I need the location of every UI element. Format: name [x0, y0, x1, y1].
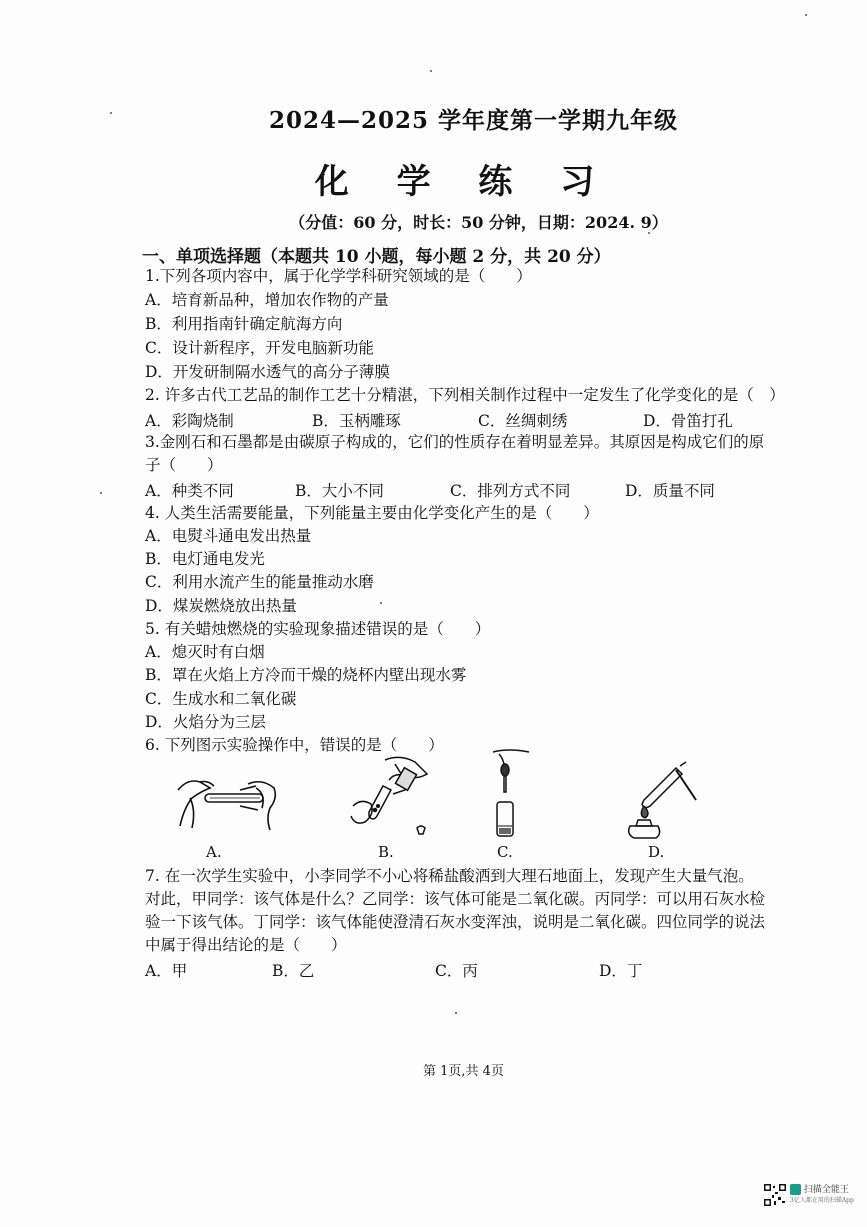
q6-stem: 6. 下列图示实验操作中，错误的是（ ） — [145, 736, 444, 754]
q5-option-d: D．火焰分为三层 — [145, 713, 266, 731]
section-heading: 一、单项选择题（本题共 10 小题，每小题 2 分，共 20 分） — [142, 247, 611, 267]
q4-option-d: D．煤炭燃烧放出热量 — [145, 597, 297, 615]
exam-term-title: 2024—2025 学年度第一学期九年级 — [268, 107, 679, 134]
exam-info: （分值：60 分，时长：50 分钟，日期：2024. 9） — [289, 213, 668, 232]
q4-option-c: C．利用水流产生的能量推动水磨 — [145, 573, 374, 591]
q7-stem-line2: 对此，甲同学：该气体是什么？乙同学：该气体可能是二氧化碳。丙同学：可以用石灰水检 — [145, 890, 766, 908]
q5-option-c: C．生成水和二氧化碳 — [145, 690, 297, 708]
q1-option-b: B．利用指南针确定航海方向 — [145, 315, 343, 333]
q5-option-a: A．熄灭时有白烟 — [145, 643, 265, 661]
q1-stem: 1.下列各项内容中，属于化学学科研究领域的是（ ） — [145, 267, 532, 285]
q1-option-c: C．设计新程序，开发电脑新功能 — [145, 339, 374, 357]
figure-d-label: D. — [648, 843, 665, 861]
q3-option-a: A．种类不同 — [145, 482, 234, 500]
q7-option-d: D．丁 — [599, 962, 643, 980]
q7-stem-line1: 7. 在一次学生实验中，小李同学不小心将稀盐酸洒到大理石地面上，发现产生大量气泡。 — [145, 867, 754, 885]
q1-option-d: D．开发研制隔水透气的高分子薄膜 — [145, 363, 390, 381]
q4-option-a: A．电熨斗通电发出热量 — [145, 527, 312, 545]
q2-option-b: B．玉柄雕琢 — [312, 412, 401, 430]
q2-stem: 2. 许多古代工艺品的制作工艺十分精湛，下列相关制作过程中一定发生了化学变化的是（ ） — [145, 386, 785, 404]
q3-option-d: D．质量不同 — [625, 482, 715, 500]
q7-option-c: C．丙 — [435, 962, 478, 980]
scanner-brand: 扫描全能王 — [803, 1185, 849, 1195]
page-number: 第 1页,共 4页 — [423, 1064, 504, 1079]
figure-d-heating-over-lamp — [620, 760, 705, 840]
q7-option-b: B．乙 — [272, 962, 315, 980]
q2-option-d: D．骨笛打孔 — [643, 412, 733, 430]
q3-stem-line1: 3.金刚石和石墨都是由碳原子构成的，它们的性质存在着明显差异。其原因是构成它们的原 — [145, 433, 765, 451]
q2-option-c: C．丝绸刺绣 — [478, 412, 568, 430]
scanner-watermark — [790, 1182, 854, 1205]
q7-option-a: A．甲 — [145, 962, 188, 980]
q4-stem: 4. 人类生活需要能量，下列能量主要由化学变化产生的是（ ） — [145, 504, 599, 522]
figure-a-test-tube-handling — [170, 768, 285, 838]
scanner-tagline: 3亿人都在用的扫描App — [790, 1197, 854, 1204]
exam-subject-title: 化 学 练 习 — [314, 162, 613, 202]
q7-stem-line3: 验一下该气体。丁同学：该气体能使澄清石灰水变浑浊，说明是二氧化碳。四位同学的说法 — [145, 913, 766, 931]
q3-stem-line2: 子（ ） — [145, 456, 223, 474]
figure-c-label: C. — [497, 843, 513, 861]
q4-option-b: B．电灯通电发光 — [145, 550, 265, 568]
q5-stem: 5. 有关蜡烛燃烧的实验现象描述错误的是（ ） — [145, 620, 491, 638]
q3-option-b: B．大小不同 — [295, 482, 384, 500]
q2-option-a: A．彩陶烧制 — [145, 412, 234, 430]
cs-logo-icon — [790, 1184, 801, 1195]
q1-option-a: A．培育新品种，增加农作物的产量 — [145, 291, 389, 309]
qr-code-icon — [763, 1183, 787, 1207]
figure-a-label: A. — [206, 843, 222, 861]
q3-option-c: C．排列方式不同 — [450, 482, 571, 500]
q5-option-b: B．罩在火焰上方冷而干燥的烧杯内壁出现水雾 — [145, 666, 467, 684]
figure-b-adding-solid — [345, 750, 435, 840]
figure-b-label: B. — [378, 843, 394, 861]
figure-c-dropper-into-tube — [485, 748, 535, 840]
q7-stem-line4: 中属于得出结论的是（ ） — [145, 936, 347, 954]
